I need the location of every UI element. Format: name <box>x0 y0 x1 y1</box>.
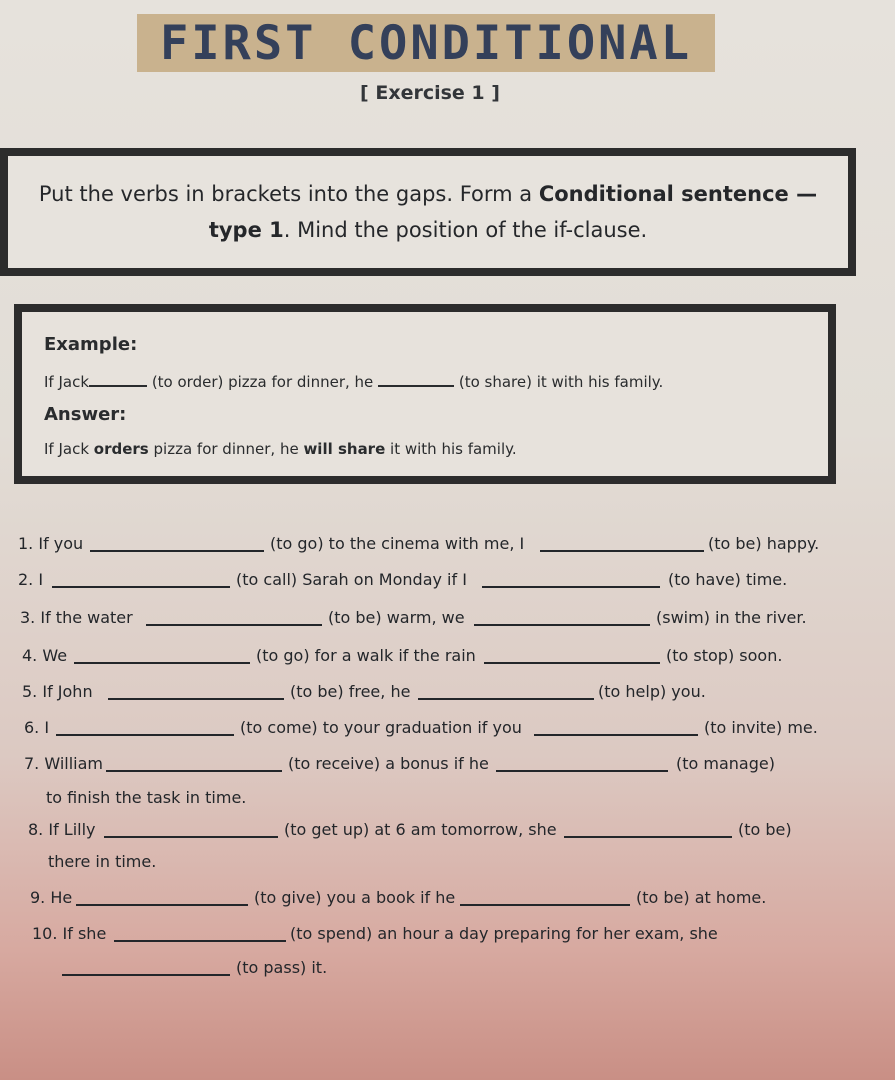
item-1-start: 1. If you <box>18 534 84 553</box>
item-8-start: 8. If Lilly <box>28 820 96 839</box>
exercise-item-6 <box>0 718 895 742</box>
item-7-middle: (to receive) a bonus if he <box>288 754 489 773</box>
answer-bold-2: will share <box>303 440 386 458</box>
instructions-line-1 <box>39 176 817 212</box>
item-6-gap-1[interactable] <box>56 734 234 736</box>
answer-bold-1: orders <box>93 440 149 458</box>
item-9-gap-1[interactable] <box>76 904 248 906</box>
item-3-middle: (to be) warm, we <box>328 608 465 627</box>
example-part-3: (to share) it with his family. <box>458 373 664 391</box>
item-6-end: (to invite) me. <box>704 718 818 737</box>
page-title: FIRST CONDITIONAL <box>159 15 693 71</box>
answer-text-3: it with his family. <box>385 440 517 458</box>
item-7-end: (to manage) <box>676 754 775 773</box>
item-6-middle: (to come) to your graduation if you <box>240 718 522 737</box>
item-4-start: 4. We <box>22 646 68 665</box>
item-2-end: (to have) time. <box>668 570 788 589</box>
item-4-gap-1[interactable] <box>74 662 250 664</box>
instructions-bold: Conditional sentence — <box>538 182 818 206</box>
item-2-start: 2. I <box>18 570 44 589</box>
exercise-item-9 <box>0 888 895 912</box>
title-band <box>137 14 715 72</box>
item-8-end: (to be) <box>738 820 792 839</box>
item-6-start: 6. I <box>24 718 50 737</box>
instructions-line-2 <box>209 212 647 248</box>
example-label: Example: <box>44 334 138 355</box>
item-3-end: (swim) in the river. <box>656 608 807 627</box>
item-5-end: (to help) you. <box>598 682 706 701</box>
example-gap-1 <box>89 372 147 387</box>
item-3-gap-1[interactable] <box>146 624 322 626</box>
exercise-item-2 <box>0 570 895 594</box>
answer-text-1: If Jack <box>44 440 94 458</box>
item-1-gap-1[interactable] <box>90 550 264 552</box>
item-8-middle: (to get up) at 6 am tomorrow, she <box>284 820 557 839</box>
exercise-item-1 <box>0 534 895 558</box>
answer-text-2: pizza for dinner, he <box>148 440 304 458</box>
item-10-start: 10. If she <box>32 924 107 943</box>
item-2-middle: (to call) Sarah on Monday if I <box>236 570 467 589</box>
example-part-2: (to order) pizza for dinner, he <box>151 373 374 391</box>
instructions-text: Put the verbs in brackets into the gaps. Form a <box>38 182 539 206</box>
item-9-gap-2[interactable] <box>460 904 630 906</box>
item-5-gap-2[interactable] <box>418 698 594 700</box>
item-2-gap-2[interactable] <box>482 586 660 588</box>
item-1-middle: (to go) to the cinema with me, I <box>270 534 525 553</box>
item-10-gap-2[interactable] <box>62 974 230 976</box>
item-8-continuation: there in time. <box>48 852 157 871</box>
item-5-middle: (to be) free, he <box>290 682 411 701</box>
item-4-end: (to stop) soon. <box>666 646 783 665</box>
instructions-box <box>0 148 856 276</box>
item-10-gap-1[interactable] <box>114 940 286 942</box>
instructions-bold-type: type 1 <box>208 218 284 242</box>
answer-sentence <box>44 440 517 458</box>
item-5-gap-1[interactable] <box>108 698 284 700</box>
item-7-continuation: to finish the task in time. <box>46 788 247 807</box>
item-8-gap-1[interactable] <box>104 836 278 838</box>
exercise-item-8 <box>0 820 895 880</box>
answer-label: Answer: <box>44 404 127 425</box>
exercise-item-10 <box>0 924 895 984</box>
item-7-start: 7. William <box>24 754 103 773</box>
example-part-1: If Jack <box>44 373 90 391</box>
item-7-gap-1[interactable] <box>106 770 282 772</box>
item-3-start: 3. If the water <box>20 608 133 627</box>
item-3-gap-2[interactable] <box>474 624 650 626</box>
exercise-subtitle: [ Exercise 1 ] <box>360 82 500 104</box>
item-8-gap-2[interactable] <box>564 836 732 838</box>
item-2-gap-1[interactable] <box>52 586 230 588</box>
item-4-middle: (to go) for a walk if the rain <box>256 646 476 665</box>
example-box <box>14 304 836 484</box>
item-10-middle: (to spend) an hour a day preparing for her exam, she <box>290 924 718 943</box>
example-sentence <box>44 372 663 391</box>
item-10-end: (to pass) it. <box>236 958 328 977</box>
exercise-item-7 <box>0 754 895 814</box>
exercise-item-4 <box>0 646 895 670</box>
exercise-item-3 <box>0 608 895 632</box>
item-9-start: 9. He <box>30 888 73 907</box>
item-7-gap-2[interactable] <box>496 770 668 772</box>
item-1-end: (to be) happy. <box>708 534 820 553</box>
item-4-gap-2[interactable] <box>484 662 660 664</box>
item-6-gap-2[interactable] <box>534 734 698 736</box>
item-9-end: (to be) at home. <box>636 888 767 907</box>
item-9-middle: (to give) you a book if he <box>254 888 456 907</box>
instructions-text-2: . Mind the position of the if-clause. <box>283 218 648 242</box>
item-5-start: 5. If John <box>22 682 93 701</box>
item-1-gap-2[interactable] <box>540 550 704 552</box>
example-gap-2 <box>378 372 454 387</box>
exercise-item-5 <box>0 682 895 706</box>
